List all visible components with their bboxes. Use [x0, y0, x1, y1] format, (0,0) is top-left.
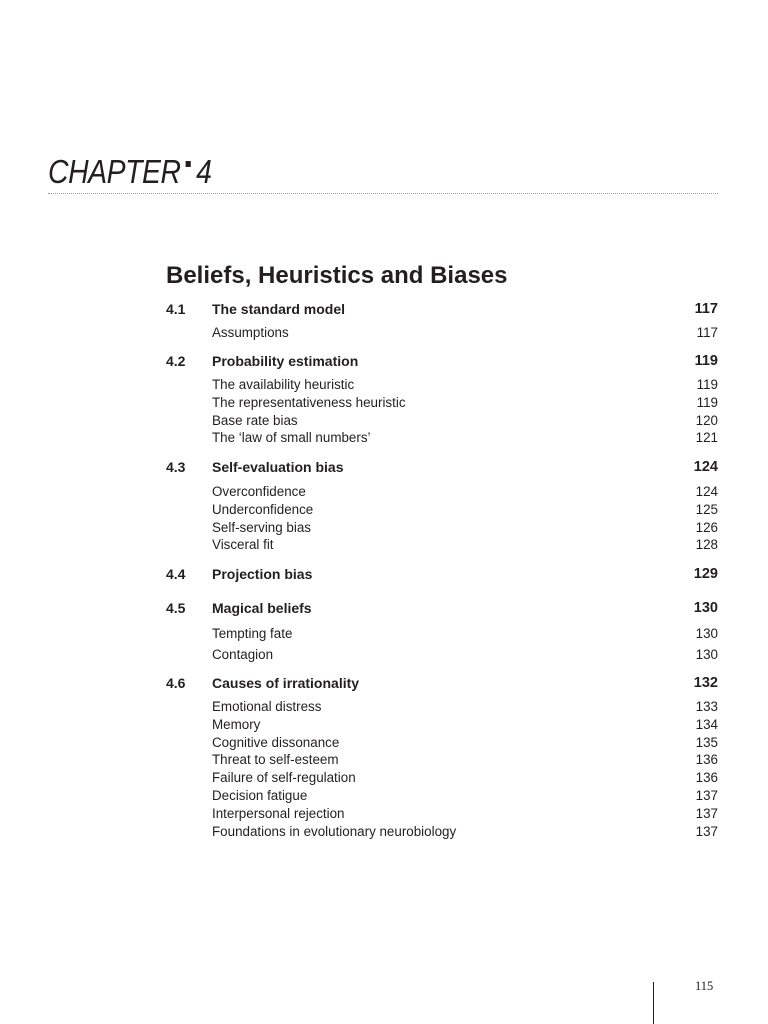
section-page: 117	[694, 301, 718, 317]
toc-item	[166, 501, 718, 519]
toc-item	[166, 805, 718, 823]
toc-item	[166, 734, 718, 752]
item-title: Underconfidence	[212, 502, 314, 517]
item-page: 126	[695, 520, 718, 535]
item-title: Interpersonal rejection	[212, 806, 345, 821]
section-title: Projection bias	[212, 566, 313, 582]
item-title: Failure of self-regulation	[212, 770, 356, 785]
toc-item	[166, 625, 718, 643]
item-title: Tempting fate	[212, 626, 293, 641]
toc-item	[166, 483, 718, 501]
item-page: 133	[695, 699, 718, 714]
item-page: 128	[695, 537, 718, 552]
toc-item	[166, 324, 718, 342]
chapter-number: 4	[196, 153, 212, 190]
item-page: 130	[695, 647, 718, 662]
item-title: Visceral fit	[212, 537, 274, 552]
chapter-heading	[48, 150, 211, 194]
item-page: 125	[695, 502, 718, 517]
toc-section	[166, 300, 718, 318]
toc-item	[166, 716, 718, 734]
item-page: 134	[695, 717, 718, 732]
item-page: 119	[696, 395, 718, 410]
item-page: 136	[695, 770, 718, 785]
item-title: Self-serving bias	[212, 520, 311, 535]
folio-rule	[653, 982, 654, 1024]
item-title: Emotional distress	[212, 699, 322, 714]
section-title: Self-evaluation bias	[212, 459, 344, 475]
item-title: Base rate bias	[212, 413, 298, 428]
item-page: 121	[695, 430, 718, 445]
section-title: Causes of irrationality	[212, 675, 360, 691]
item-page: 137	[695, 824, 718, 839]
item-page: 119	[696, 377, 718, 392]
section-title: The standard model	[212, 301, 346, 317]
toc-section	[166, 458, 718, 476]
toc-section	[166, 352, 718, 370]
toc-section	[166, 565, 718, 583]
page-number: 115	[695, 979, 714, 993]
toc-item	[166, 519, 718, 537]
toc-item	[166, 394, 718, 412]
bullet-square-icon	[186, 161, 191, 167]
item-title: Threat to self-esteem	[212, 752, 339, 767]
item-page: 130	[695, 626, 718, 641]
toc-item	[166, 429, 718, 447]
section-page: 129	[693, 566, 718, 582]
toc-item	[166, 751, 718, 769]
section-page: 130	[693, 600, 718, 616]
section-title: Magical beliefs	[212, 600, 312, 616]
item-page: 137	[695, 806, 718, 821]
item-title: Decision fatigue	[212, 788, 308, 803]
toc-section	[166, 674, 718, 692]
section-number: 4.6	[166, 675, 186, 691]
item-page: 136	[695, 752, 718, 767]
section-page: 119	[694, 353, 718, 369]
item-title: Contagion	[212, 647, 274, 662]
item-title: The representativeness heuristic	[212, 395, 406, 410]
item-title: Overconfidence	[212, 484, 306, 499]
section-number: 4.4	[166, 566, 186, 582]
section-number: 4.2	[166, 353, 186, 369]
section-page: 124	[693, 459, 718, 475]
item-page: 120	[695, 413, 718, 428]
section-page: 132	[693, 675, 718, 691]
section-title: Probability estimation	[212, 353, 359, 369]
item-page: 137	[695, 788, 718, 803]
section-number: 4.5	[166, 600, 186, 616]
chapter-label: CHAPTER	[48, 153, 181, 190]
item-title: The availability heuristic	[212, 377, 355, 392]
item-page: 124	[695, 484, 718, 499]
item-title: The ‘law of small numbers’	[212, 430, 371, 445]
item-page: 117	[696, 325, 718, 340]
toc-item	[166, 536, 718, 554]
section-number: 4.1	[166, 301, 186, 317]
toc-item	[166, 787, 718, 805]
item-title: Foundations in evolutionary neurobiology	[212, 824, 457, 839]
toc-item	[166, 698, 718, 716]
chapter-title: Beliefs, Heuristics and Biases	[166, 262, 508, 289]
item-title: Memory	[212, 717, 261, 732]
item-title: Cognitive dissonance	[212, 735, 340, 750]
toc-item	[166, 646, 718, 664]
item-title: Assumptions	[212, 325, 289, 340]
toc-item	[166, 823, 718, 841]
section-number: 4.3	[166, 459, 186, 475]
toc-item	[166, 376, 718, 394]
toc-section	[166, 599, 718, 617]
item-page: 135	[695, 735, 718, 750]
toc-item	[166, 769, 718, 787]
dotted-divider	[48, 193, 718, 194]
toc-item	[166, 412, 718, 430]
